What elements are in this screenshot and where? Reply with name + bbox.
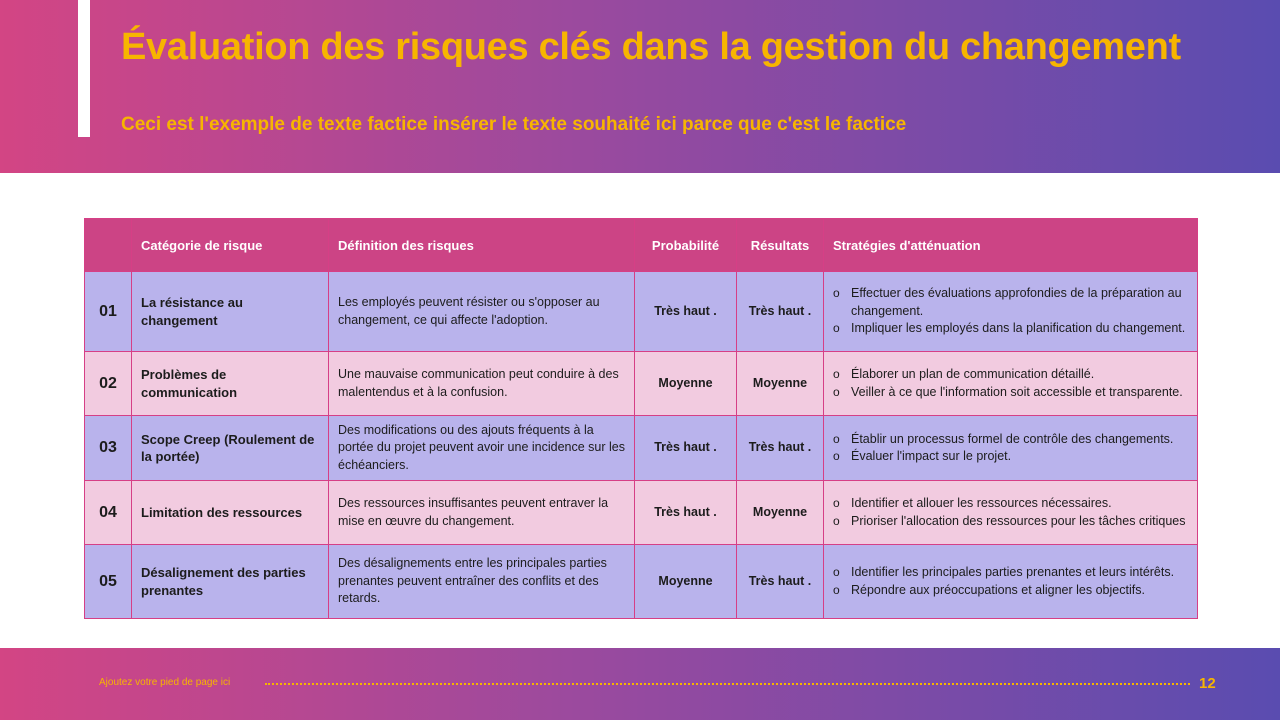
strategy-item: o Impliquer les employés dans la planification du changement. bbox=[833, 320, 1188, 338]
results-level: Moyenne bbox=[737, 352, 824, 416]
strategy-item: o Identifier les principales parties prenantes et leurs intérêts. bbox=[833, 564, 1188, 582]
risk-definition: Des désalignements entre les principales parties prenantes peuvent entraîner des conflits et des retards. bbox=[329, 545, 635, 619]
strategy-list bbox=[833, 285, 1188, 338]
results-level: Moyenne bbox=[737, 481, 824, 545]
row-number: 05 bbox=[85, 545, 132, 619]
mitigation-strategies bbox=[824, 545, 1198, 619]
risk-category: Scope Creep (Roulement de la portée) bbox=[132, 416, 329, 481]
row-number: 04 bbox=[85, 481, 132, 545]
risk-table-body bbox=[85, 272, 1198, 619]
probability-level: Très haut . bbox=[635, 416, 737, 481]
risk-category: Problèmes de communication bbox=[132, 352, 329, 416]
slide-header bbox=[0, 0, 1280, 173]
strategy-item: o Établir un processus formel de contrôle des changements. bbox=[833, 431, 1188, 449]
footer-dotted-line bbox=[265, 683, 1190, 685]
header-results: Résultats bbox=[737, 219, 824, 272]
probability-level: Très haut . bbox=[635, 481, 737, 545]
results-level: Très haut . bbox=[737, 416, 824, 481]
header-definition: Définition des risques bbox=[329, 219, 635, 272]
mitigation-strategies bbox=[824, 416, 1198, 481]
strategy-item: o Évaluer l'impact sur le projet. bbox=[833, 448, 1188, 466]
strategy-list bbox=[833, 564, 1188, 599]
slide-footer bbox=[0, 648, 1280, 720]
risk-category: La résistance au changement bbox=[132, 272, 329, 352]
mitigation-strategies bbox=[824, 272, 1198, 352]
strategy-list bbox=[833, 431, 1188, 466]
table-row bbox=[85, 545, 1198, 619]
probability-level: Moyenne bbox=[635, 545, 737, 619]
strategy-item: o Répondre aux préoccupations et aligner les objectifs. bbox=[833, 582, 1188, 600]
results-level: Très haut . bbox=[737, 272, 824, 352]
risk-definition: Des modifications ou des ajouts fréquents à la portée du projet peuvent avoir une incidence sur les échéanciers. bbox=[329, 416, 635, 481]
table-row bbox=[85, 481, 1198, 545]
risk-definition: Une mauvaise communication peut conduire à des malentendus et à la confusion. bbox=[329, 352, 635, 416]
risk-category: Désalignement des parties prenantes bbox=[132, 545, 329, 619]
table-row bbox=[85, 352, 1198, 416]
strategy-item: o Prioriser l'allocation des ressources pour les tâches critiques bbox=[833, 513, 1188, 531]
slide-subtitle: Ceci est l'exemple de texte factice insérer le texte souhaité ici parce que c'est le factice bbox=[121, 114, 907, 135]
slide-title: Évaluation des risques clés dans la gestion du changement bbox=[121, 26, 1181, 68]
page-number: 12 bbox=[1199, 675, 1216, 692]
row-number: 03 bbox=[85, 416, 132, 481]
strategy-list bbox=[833, 366, 1188, 401]
header-strategies: Stratégies d'atténuation bbox=[824, 219, 1198, 272]
probability-level: Moyenne bbox=[635, 352, 737, 416]
risk-definition: Des ressources insuffisantes peuvent entraver la mise en œuvre du changement. bbox=[329, 481, 635, 545]
strategy-item: o Effectuer des évaluations approfondies de la préparation au changement. bbox=[833, 285, 1188, 320]
footer-text: Ajoutez votre pied de page ici bbox=[99, 677, 231, 688]
probability-level: Très haut . bbox=[635, 272, 737, 352]
risk-category: Limitation des ressources bbox=[132, 481, 329, 545]
risk-table bbox=[84, 218, 1198, 619]
row-number: 01 bbox=[85, 272, 132, 352]
table-row bbox=[85, 272, 1198, 352]
header-category: Catégorie de risque bbox=[132, 219, 329, 272]
strategy-item: o Élaborer un plan de communication détaillé. bbox=[833, 366, 1188, 384]
results-level: Très haut . bbox=[737, 545, 824, 619]
row-number: 02 bbox=[85, 352, 132, 416]
header-number bbox=[85, 219, 132, 272]
header-probability: Probabilité bbox=[635, 219, 737, 272]
title-accent-bar bbox=[78, 0, 90, 137]
table-row bbox=[85, 416, 1198, 481]
mitigation-strategies bbox=[824, 481, 1198, 545]
strategy-item: o Identifier et allouer les ressources nécessaires. bbox=[833, 495, 1188, 513]
table-header-row bbox=[85, 219, 1198, 272]
risk-definition: Les employés peuvent résister ou s'opposer au changement, ce qui affecte l'adoption. bbox=[329, 272, 635, 352]
mitigation-strategies bbox=[824, 352, 1198, 416]
strategy-item: o Veiller à ce que l'information soit accessible et transparente. bbox=[833, 384, 1188, 402]
strategy-list bbox=[833, 495, 1188, 530]
